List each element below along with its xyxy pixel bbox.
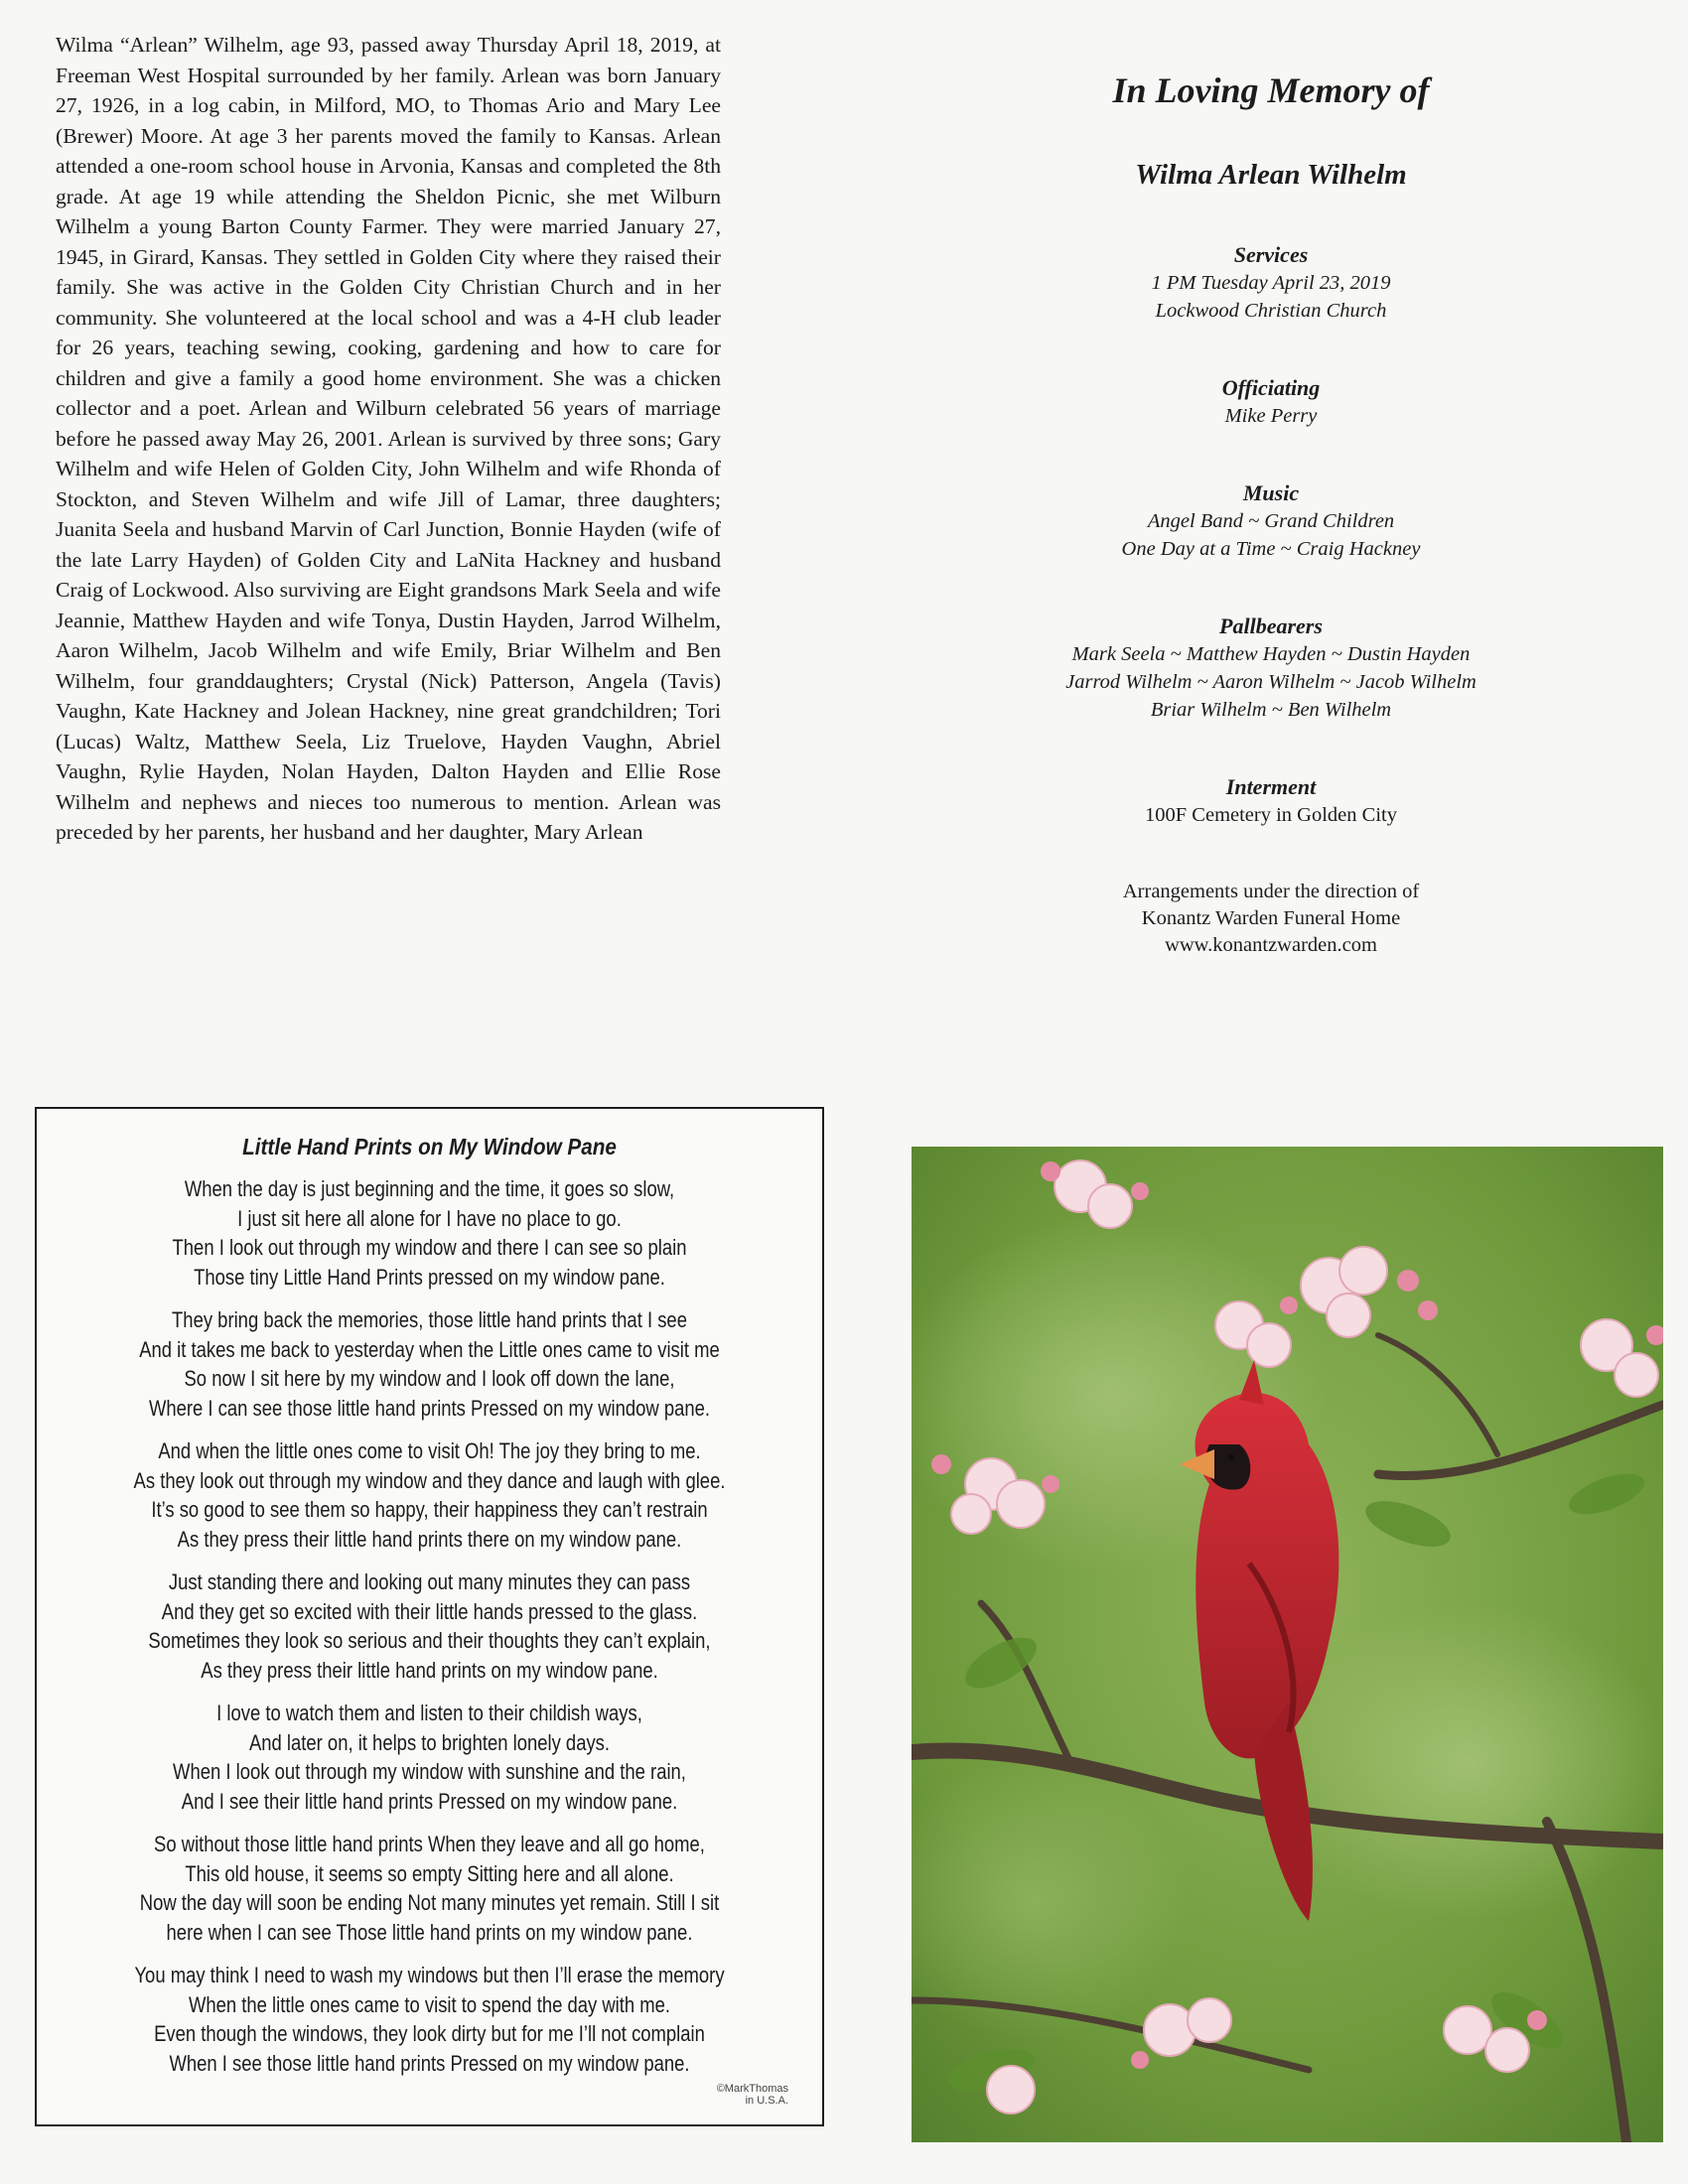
- arrangements-line: Arrangements under the direction of: [1122, 881, 1420, 902]
- poem-line: As they press their little hand prints on my window pane.: [201, 1657, 658, 1683]
- poem-line: And it takes me back to yesterday when the Little ones came to visit me: [139, 1336, 720, 1362]
- memorial-title: In Loving Memory of: [1112, 70, 1430, 110]
- section-line: 100F Cemetery in Golden City: [1145, 804, 1397, 826]
- poem-line: Sometimes they look so serious and their thoughts they can’t explain,: [148, 1628, 711, 1653]
- copyright-line: ©MarkThomas: [716, 2083, 788, 2095]
- poem-line: I just sit here all alone for I have no place to go.: [237, 1205, 622, 1231]
- copyright-note: [717, 2083, 788, 2107]
- poem-line: When I see those little hand prints Pressed on my window pane.: [169, 2050, 690, 2076]
- poem-line: When I look out through my window with sunshine and the rain,: [173, 1759, 686, 1784]
- section-line: Mike Perry: [1224, 405, 1318, 427]
- poem-line: They bring back the memories, those little hand prints that I see: [172, 1307, 687, 1332]
- poem-line: here when I can see Those little hand prints on my window pane.: [166, 1919, 693, 1945]
- poem-stanzas: [37, 1174, 822, 2078]
- poem-box: [35, 1107, 824, 2126]
- poem-line: This old house, it seems so empty Sitting here and all alone.: [185, 1860, 674, 1886]
- deceased-name: Wilma Arlean Wilhelm: [1135, 159, 1407, 191]
- poem-stanza: [37, 1305, 822, 1423]
- poem-stanza: [37, 1436, 822, 1554]
- poem-stanza: [37, 1961, 822, 2078]
- memorial-section-music: [973, 479, 1569, 563]
- arrangements: [973, 879, 1569, 959]
- poem-stanza: [37, 1699, 822, 1816]
- memorial-sections: [973, 241, 1569, 829]
- poem-line: Those tiny Little Hand Prints pressed on my window pane.: [194, 1264, 665, 1290]
- poem-line: Just standing there and looking out many minutes they can pass: [168, 1570, 691, 1594]
- poem-line: So without those little hand prints When they leave and all go home,: [154, 1832, 705, 1856]
- poem-line: Then I look out through my window and there I can see so plain: [172, 1235, 687, 1260]
- poem-title: Little Hand Prints on My Window Pane: [242, 1134, 617, 1160]
- arrangements-line: Konantz Warden Funeral Home: [1141, 907, 1401, 929]
- memorial-section-interment: [973, 773, 1569, 829]
- section-heading: Pallbearers: [1219, 614, 1323, 638]
- section-line: Jarrod Wilhelm ~ Aaron Wilhelm ~ Jacob Wilhelm: [1065, 671, 1477, 693]
- poem-line: And they get so excited with their little hands pressed to the glass.: [161, 1598, 698, 1624]
- section-line: Lockwood Christian Church: [1155, 300, 1387, 322]
- section-line: 1 PM Tuesday April 23, 2019: [1151, 272, 1391, 294]
- memorial-section-officiating: [973, 374, 1569, 430]
- cardinal-photo: [912, 1147, 1663, 2142]
- poem-stanza: [37, 1174, 822, 1292]
- poem-line: Now the day will soon be ending Not many minutes yet remain. Still I sit: [139, 1890, 720, 1915]
- poem-stanza: [37, 1830, 822, 1947]
- poem-line: And later on, it helps to brighten lonely days.: [248, 1729, 611, 1755]
- poem-line: Even though the windows, they look dirty but for me I’ll not complain: [154, 2021, 705, 2046]
- poem-line: As they press their little hand prints there on my window pane.: [177, 1526, 682, 1552]
- poem-line: As they look out through my window and they dance and laugh with glee.: [133, 1467, 726, 1493]
- poem-line: It’s so good to see them so happy, their happiness they can’t restrain: [151, 1497, 708, 1522]
- cardinal-image: [912, 1147, 1663, 2142]
- poem-line: And when the little ones come to visit Oh! The joy they bring to me.: [158, 1438, 701, 1463]
- section-heading: Music: [1242, 480, 1300, 505]
- section-heading: Interment: [1225, 774, 1317, 799]
- copyright-line: in U.S.A.: [745, 2095, 788, 2107]
- poem-line: You may think I need to wash my windows but then I’ll erase the memory: [134, 1963, 725, 1987]
- memorial-panel: [973, 60, 1569, 959]
- section-line: Angel Band ~ Grand Children: [1147, 510, 1395, 532]
- memorial-section-services: [973, 241, 1569, 325]
- poem-line: When the little ones came to visit to spend the day with me.: [188, 1991, 671, 2017]
- section-line: Mark Seela ~ Matthew Hayden ~ Dustin Hayden: [1071, 643, 1471, 665]
- obituary-text: Wilma “Arlean” Wilhelm, age 93, passed away Thursday April 18, 2019, at Freeman West Hospital surrounded by her family. Arlean was born January 27, 1926, in a log cabin, in Milford, MO, to Thomas Ario and Mary Lee (Brewer) Moore. At age 3 her parents moved the family to Kansas. Arlean attended a one-room school house in Arvonia, Kansas and completed the 8th grade. At age 19 while attending the Sheldon Picnic, she met Wilburn Wilhelm a young Barton County Farmer. They were married January 27, 1945, in Girard, Kansas. They settled in Golden City where they raised their family. She was active in the Golden City Christian Church and in her community. She volunteered at the local school and was a 4-H club leader for 26 years, teaching sewing, cooking, gardening and how to care for children and give a family a good home environment. She was a chicken collector and a poet. Arlean and Wilburn celebrated 56 years of marriage before he passed away May 26, 2001. Arlean is survived by three sons; Gary Wilhelm and wife Helen of Golden City, John Wilhelm and wife Rhonda of Stockton, and Steven Wilhelm and wife Jill of Lamar, three daughters; Juanita Seela and husband Marvin of Carl Junction, Bonnie Hayden (wife of the late Larry Hayden) of Golden City and LaNita Hackney and husband Craig of Lockwood. Also surviving are Eight grandsons Mark Seela and wife Jeannie, Matthew Hayden and wife Tonya, Dustin Hayden, Jarrod Wilhelm, Aaron Wilhelm, Jacob Wilhelm and wife Emily, Briar Wilhelm and Ben Wilhelm, four granddaughters; Crystal (Nick) Patterson, Angela (Tavis) Vaughn, Kate Hackney and Jolean Hackney, nine great grandchildren; Tori (Lucas) Waltz, Matthew Seela, Liz Truelove, Hayden Vaughn, Abriel Vaughn, Rylie Hayden, Nolan Hayden, Dalton Hayden and Ellie Rose Wilhelm and nephews and nieces too numerous to mention. Arlean was preceded by her parents, her husband and her daughter, Mary Arlean: [56, 33, 721, 844]
- section-heading: Services: [1233, 242, 1309, 267]
- section-line: One Day at a Time ~ Craig Hackney: [1121, 538, 1421, 560]
- section-heading: Officiating: [1221, 375, 1321, 400]
- poem-line: When the day is just beginning and the time, it goes so slow,: [184, 1176, 675, 1201]
- poem-line: Where I can see those little hand prints Pressed on my window pane.: [148, 1395, 711, 1421]
- poem-line: And I see their little hand prints Pressed on my window pane.: [181, 1788, 678, 1814]
- poem-stanza: [37, 1568, 822, 1685]
- arrangements-line: www.konantzwarden.com: [1165, 934, 1377, 956]
- memorial-section-pallbearers: [973, 613, 1569, 724]
- poem-line: I love to watch them and listen to their childish ways,: [216, 1701, 642, 1725]
- poem-line: So now I sit here by my window and I look off down the lane,: [184, 1366, 675, 1391]
- section-line: Briar Wilhelm ~ Ben Wilhelm: [1150, 699, 1392, 721]
